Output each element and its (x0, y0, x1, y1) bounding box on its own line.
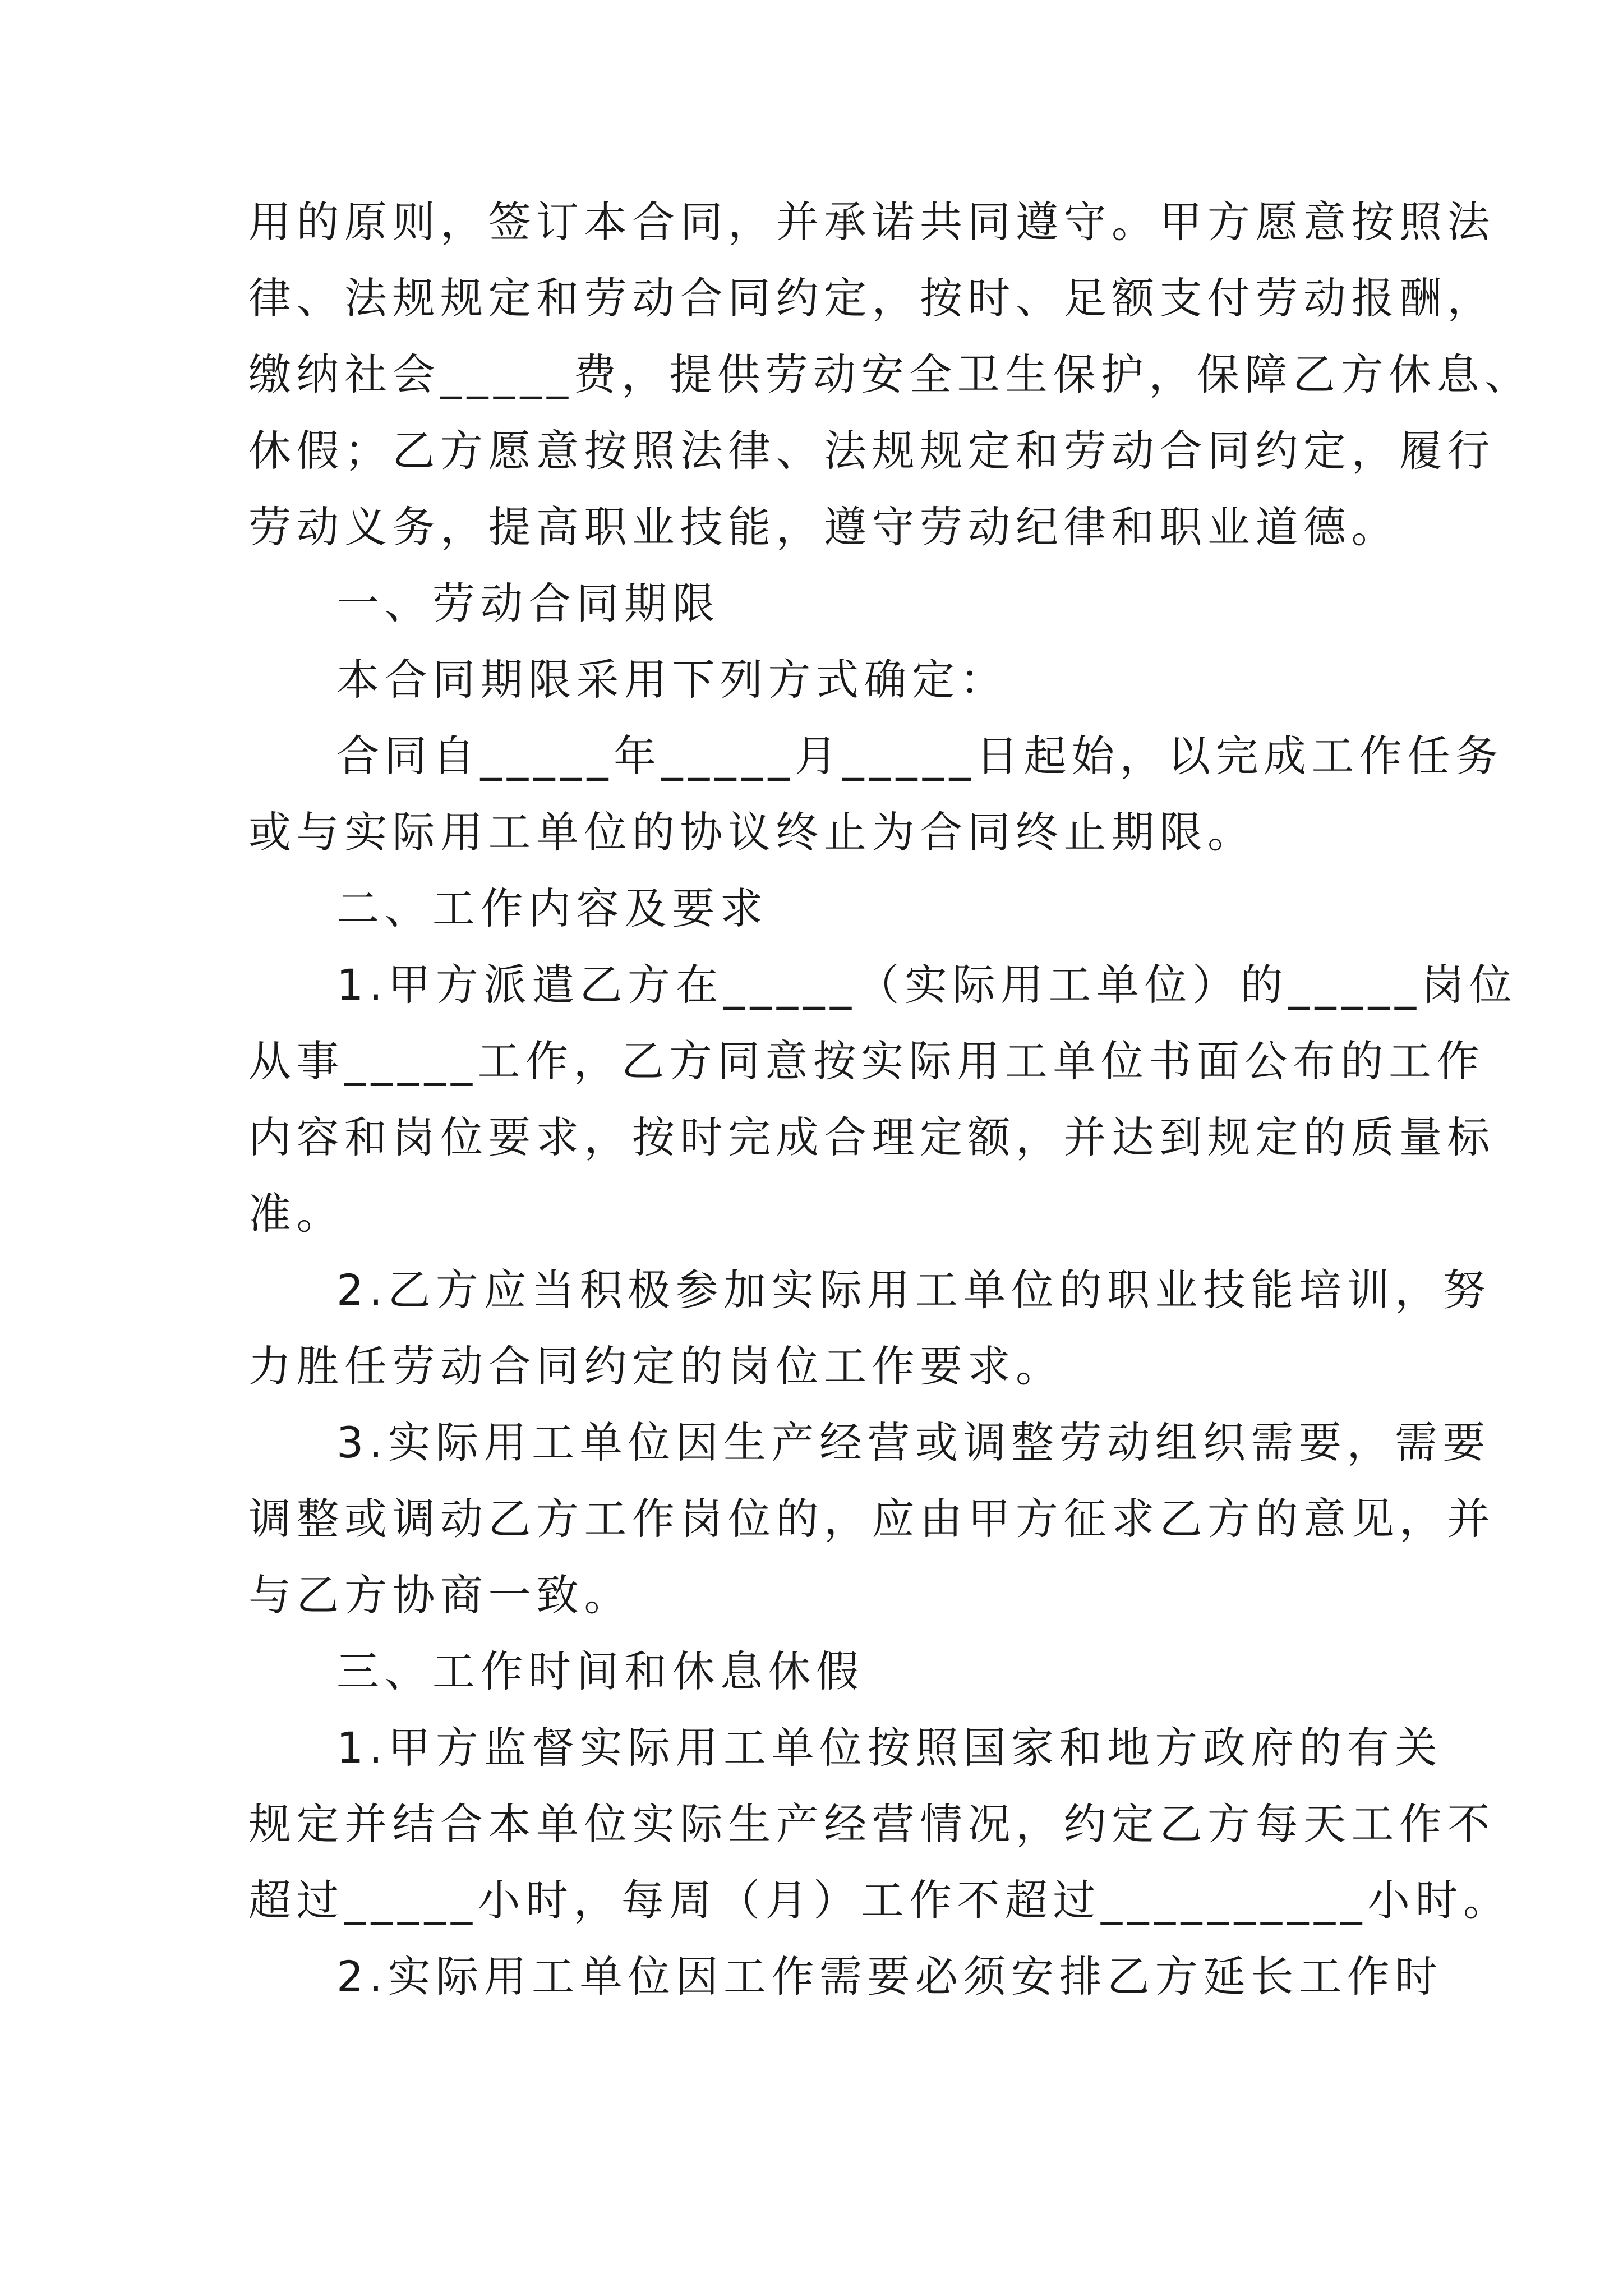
section-heading: 一、劳动合同期限 (336, 578, 720, 628)
text-line: 1.甲方监督实际用工单位按照国家和地方政府的有关 (336, 1723, 1443, 1773)
text-line: 调整或调动乙方工作岗位的，应由甲方征求乙方的意见，并 (248, 1494, 1495, 1544)
text-line: 超过_____小时，每周（月）工作不超过__________小时。 (248, 1875, 1511, 1925)
text-line: 劳动义务，提高职业技能，遵守劳动纪律和职业道德。 (248, 502, 1399, 552)
text-line: 准。 (248, 1189, 344, 1239)
text-line: 与乙方协商一致。 (248, 1570, 632, 1620)
text-line: 2.实际用工单位因工作需要必须安排乙方延长工作时 (336, 1952, 1443, 2001)
text-line: 用的原则，签订本合同，并承诺共同遵守。甲方愿意按照法 (248, 197, 1495, 247)
text-line: 规定并结合本单位实际生产经营情况，约定乙方每天工作不 (248, 1799, 1495, 1849)
text-line: 力胜任劳动合同约定的岗位工作要求。 (248, 1341, 1064, 1391)
text-line: 或与实际用工单位的协议终止为合同终止期限。 (248, 807, 1256, 857)
text-line: 3.实际用工单位因生产经营或调整劳动组织需要，需要 (336, 1418, 1491, 1467)
text-line: 缴纳社会_____费，提供劳动安全卫生保护，保障乙方休息、 (248, 349, 1533, 399)
text-line: 内容和岗位要求，按时完成合理定额，并达到规定的质量标 (248, 1112, 1495, 1162)
section-heading: 二、工作内容及要求 (336, 884, 768, 933)
text-line: 本合同期限采用下列方式确定： (336, 655, 1008, 705)
text-line: 1.甲方派遣乙方在_____（实际用工单位）的_____岗位 (336, 960, 1518, 1010)
section-heading: 三、工作时间和休息休假 (336, 1646, 864, 1696)
text-line: 合同自_____年_____月_____日起始，以完成工作任务 (336, 731, 1504, 781)
text-line: 休假；乙方愿意按照法律、法规规定和劳动合同约定，履行 (248, 426, 1495, 476)
text-line: 律、法规规定和劳动合同约定，按时、足额支付劳动报酬， (248, 273, 1495, 323)
text-line: 从事_____工作，乙方同意按实际用工单位书面公布的工作 (248, 1036, 1484, 1086)
text-line: 2.乙方应当积极参加实际用工单位的职业技能培训，努 (336, 1265, 1491, 1315)
